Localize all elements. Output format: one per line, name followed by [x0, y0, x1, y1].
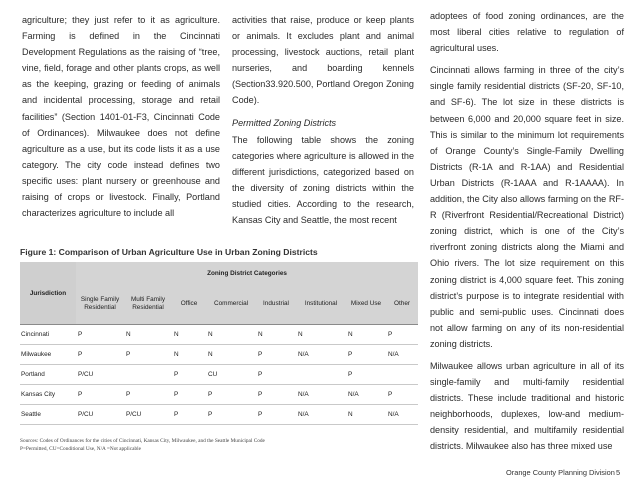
jurisdiction-header: Jurisdiction [20, 262, 76, 325]
paragraph: Milwaukee allows urban agriculture in all of its single-family and multi-family residential districts. These include traditional and historic neighborhoods, duplexes, low-and medium-density residential, and multifamily residential districts. Milwaukee also has three mixed use [430, 360, 624, 452]
column-header: Multi Family Residential [124, 284, 172, 325]
table-row [20, 325, 418, 345]
table-row [20, 365, 418, 385]
table-cell: P [172, 405, 206, 425]
table-cell: P [76, 385, 124, 405]
table-cell: P [172, 365, 206, 385]
table-cell: P/CU [124, 405, 172, 425]
table-cell: N/A [296, 405, 346, 425]
column-header: Other [386, 284, 418, 325]
paragraph: activities that raise, produce or keep plants or animals. It excludes plant and animal processing, livestock auctions, retail plant nurseries, and boarding kennels (Section33.920.500, Portland Oregon Zoning Code). [232, 15, 414, 106]
table-body [20, 325, 418, 425]
table-cell: P [124, 385, 172, 405]
table-cell: P [346, 345, 386, 365]
column-header: Office [172, 284, 206, 325]
table-row [20, 385, 418, 405]
table-cell: P [124, 345, 172, 365]
table-cell: N [296, 325, 346, 345]
footer-label: Orange County Planning Division [506, 468, 615, 477]
legend-note: P=Permitted, CU=Conditional Use, N/A =Not applicable [20, 446, 141, 452]
table-cell: N [206, 345, 256, 365]
table-row [20, 345, 418, 365]
paragraph: Cincinnati allows farming in three of the city’s single family residential districts (SF-20, SF-10, and SF-6). The lot size in these districts is between 6,000 and 20,000 square feet in size. This is similar to the minimum lot requirements of Orange County’s Single-Family Dwelling Districts (R-1A and R-1AA) and Residential Urban Districts (R-1AAA and R-1AAAA). In addition, the City also allows farming on the RF-R (Riverfront Residential/Recreational District) zoning district, which is one of the City’s riverfront zoning districts along the Miami and Ohio rivers. The lot size requirement on this zoning district is 4,000 square feet. This zoning district’s purpose is to integrate residential with public and semi-public uses. Cincinnati does not allow farming on any of its non-residential zoning districts. [430, 65, 624, 349]
table-cell: N/A [346, 385, 386, 405]
figure-source [20, 437, 265, 453]
table-cell: P/CU [76, 405, 124, 425]
table-cell: P [206, 385, 256, 405]
table-cell: P [256, 405, 296, 425]
column-headers [20, 284, 418, 325]
page-number: 5 [616, 468, 621, 477]
table-cell: N [206, 325, 256, 345]
table-cell: N [172, 325, 206, 345]
paragraph: The following table shows the zoning categories where agriculture is allowed in the different jurisdictions, categorized based on the diversity of zoning districts within the studied cities. According to the research, Kansas City and Seattle, the most recent [232, 134, 414, 226]
table-cell: P [256, 345, 296, 365]
text-column-middle [232, 12, 414, 234]
figure-title: Figure 1: Comparison of Urban Agriculture Use in Urban Zoning Districts [20, 247, 318, 257]
table-cell: P [76, 325, 124, 345]
table-cell: P [76, 345, 124, 365]
jurisdiction-cell: Seattle [20, 405, 76, 425]
source-note: Sources: Codes of Ordinances for the cities of Cincinnati, Kansas City, Milwaukee, and the Seattle Municipal Code [20, 438, 265, 444]
table-cell: CU [206, 365, 256, 385]
table-cell: P [346, 365, 386, 385]
table-cell: N [346, 325, 386, 345]
group-header: Zoning District Categories [76, 262, 418, 284]
table-cell: N [256, 325, 296, 345]
jurisdiction-cell: Portland [20, 365, 76, 385]
table-cell [124, 365, 172, 385]
table-cell: P [256, 365, 296, 385]
comparison-table [20, 262, 418, 425]
paragraph: adoptees of food zoning ordinances, are the most liberal cities relative to regulation of agricultural uses. [430, 11, 624, 54]
table-cell: P [386, 325, 418, 345]
table-cell: N [124, 325, 172, 345]
table-cell: P/CU [76, 365, 124, 385]
table-cell: P [256, 385, 296, 405]
column-header: Institutional [296, 284, 346, 325]
table-cell [296, 365, 346, 385]
column-header: Mixed Use [346, 284, 386, 325]
table-cell: N/A [386, 405, 418, 425]
table-cell: N [346, 405, 386, 425]
table-cell: N [172, 345, 206, 365]
table-cell: P [386, 385, 418, 405]
table-cell: N/A [386, 345, 418, 365]
jurisdiction-cell: Cincinnati [20, 325, 76, 345]
column-header: Industrial [256, 284, 296, 325]
table-cell [386, 365, 418, 385]
table-cell: N/A [296, 345, 346, 365]
column-header: Commercial [206, 284, 256, 325]
subheading: Permitted Zoning Districts [232, 117, 337, 128]
text-column-right [430, 8, 624, 461]
text-column-left [22, 12, 220, 227]
table-cell: N/A [296, 385, 346, 405]
table-cell: P [206, 405, 256, 425]
jurisdiction-cell: Kansas City [20, 385, 76, 405]
column-header: Single Family Residential [76, 284, 124, 325]
jurisdiction-cell: Milwaukee [20, 345, 76, 365]
table-cell: P [172, 385, 206, 405]
paragraph: agriculture; they just refer to it as agriculture. Farming is defined in the Cincinnati Development Regulations as the raising of “tree, vine, field, forage and other plants crops, as well as the keeping, grazing or feeding of animals and incidental processing, storage and retail facilities” (Section 1401-01-F3, Cincinnati Code of Ordinances). Milwaukee does not define agriculture as a use, but its code lists it as a use category. The city code instead defines two specific uses: plant nursery or greenhouse and raising of crops or livestock. Finally, Portland characterizes agriculture to include all [22, 15, 220, 219]
table-row [20, 405, 418, 425]
comparison-table-container [20, 262, 418, 425]
